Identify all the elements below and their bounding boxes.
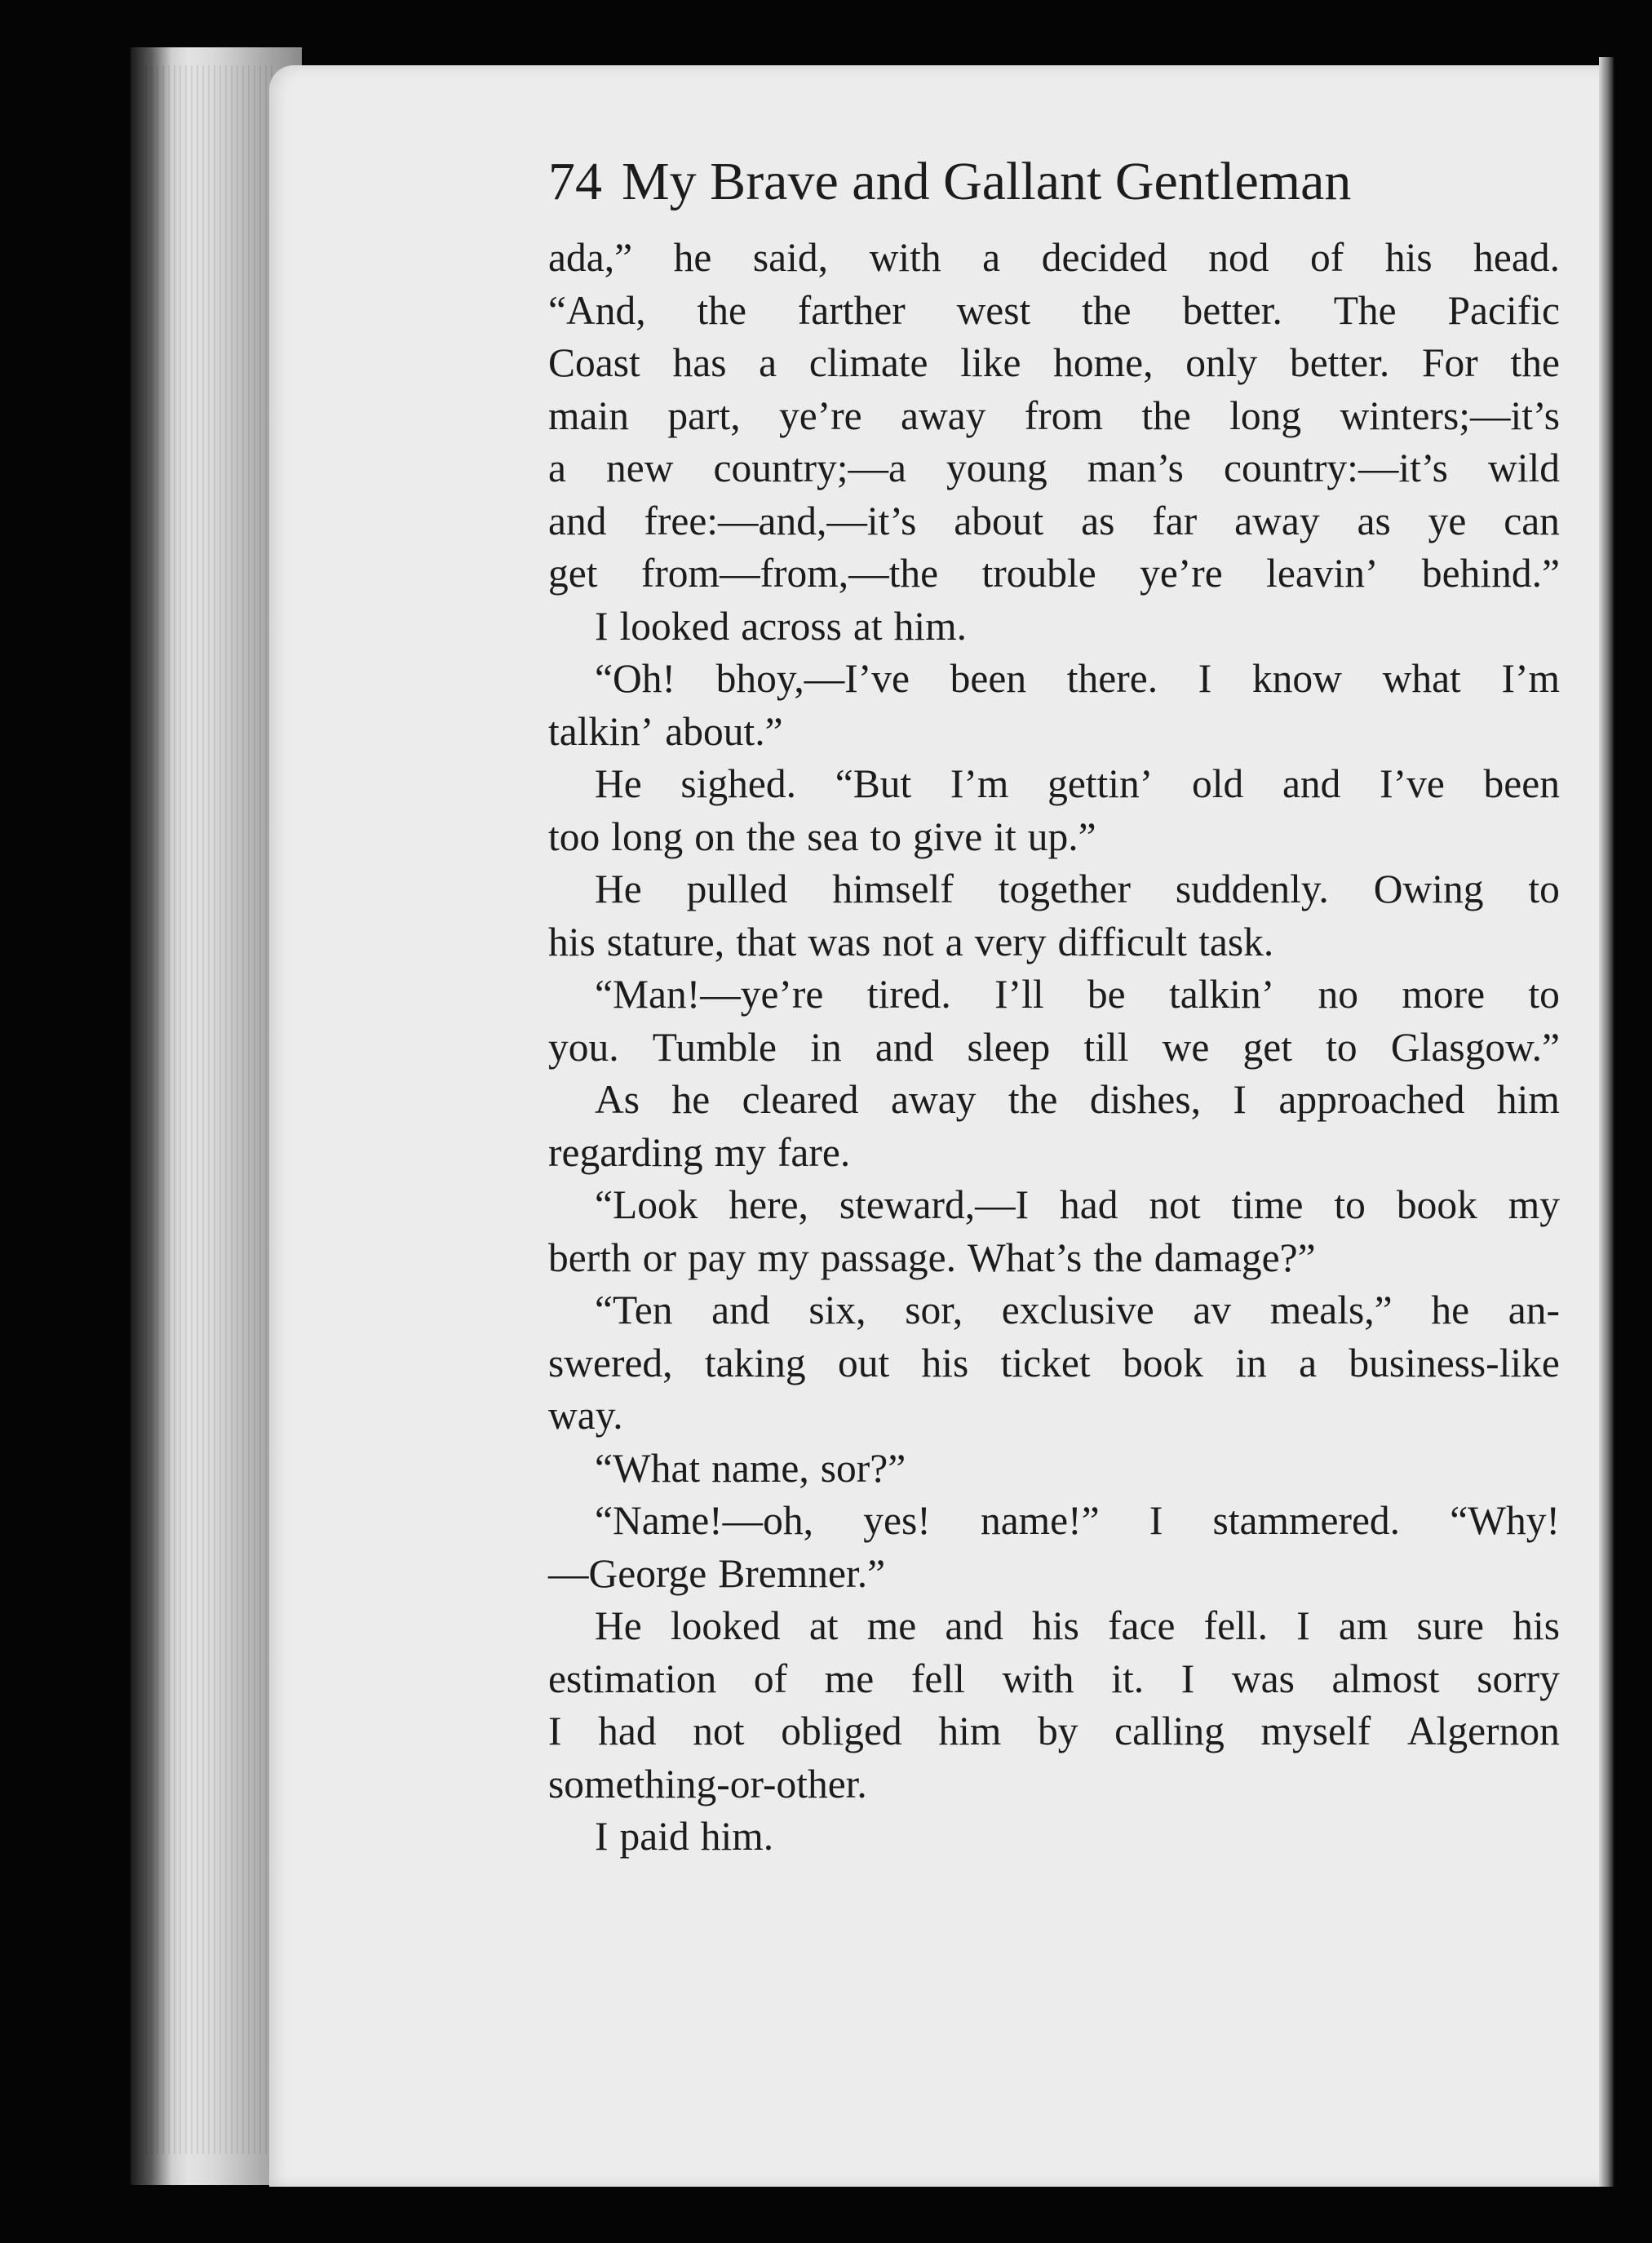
word: up.” xyxy=(1027,813,1096,859)
word: He xyxy=(595,867,642,911)
word: Algernon xyxy=(1406,1709,1560,1753)
text-line xyxy=(548,1074,1560,1127)
word: my xyxy=(1508,1182,1560,1227)
word: leavin’ xyxy=(1266,551,1379,596)
word: been xyxy=(950,656,1027,701)
word: pulled xyxy=(686,867,788,911)
word: him xyxy=(938,1709,1002,1753)
text-line xyxy=(548,601,1560,654)
word: to xyxy=(1528,972,1560,1017)
running-head xyxy=(548,152,1560,215)
word: what xyxy=(1382,656,1461,701)
word: part, xyxy=(667,392,741,438)
word: far xyxy=(1152,498,1198,543)
word: “Man!—ye’re xyxy=(595,972,824,1017)
word: Coast xyxy=(548,340,640,385)
word: “What xyxy=(595,1445,701,1491)
word: his xyxy=(1512,1603,1560,1648)
word: suddenly. xyxy=(1175,867,1329,911)
word: estimation xyxy=(548,1656,717,1701)
word: we xyxy=(1162,1024,1210,1070)
word: exclusive xyxy=(1001,1288,1154,1332)
text-line xyxy=(548,337,1560,390)
word: sor?” xyxy=(820,1445,906,1491)
word: pay xyxy=(687,1235,746,1280)
word: only xyxy=(1185,340,1258,385)
word: head. xyxy=(1473,235,1560,280)
word: better. xyxy=(1182,287,1282,333)
text-line xyxy=(548,547,1560,601)
word: of xyxy=(1310,235,1344,280)
word: I’m xyxy=(950,761,1009,806)
word: away xyxy=(1234,498,1320,543)
word: berth xyxy=(548,1235,631,1280)
word: winters;—it’s xyxy=(1340,392,1560,438)
word: a xyxy=(982,235,1001,280)
word: Tumble xyxy=(652,1024,777,1070)
word: ticket xyxy=(1000,1340,1091,1385)
word: fell xyxy=(910,1656,965,1701)
text-line xyxy=(548,1390,1560,1443)
word: wild xyxy=(1487,445,1560,490)
word: him. xyxy=(700,1814,774,1859)
word: The xyxy=(1333,287,1397,333)
word: young xyxy=(946,445,1047,490)
text-line xyxy=(548,1600,1560,1653)
word: with xyxy=(869,235,941,280)
word: sorry xyxy=(1477,1656,1560,1701)
text-line xyxy=(548,1758,1560,1811)
word: it xyxy=(994,813,1016,859)
word: “Name!—oh, xyxy=(595,1498,814,1543)
text-line xyxy=(548,1653,1560,1706)
text-line xyxy=(548,1811,1560,1864)
word: “Oh! xyxy=(595,656,675,701)
word: a xyxy=(548,445,566,490)
word: him. xyxy=(893,603,968,649)
text-line xyxy=(548,1022,1560,1075)
word: away xyxy=(890,1077,977,1122)
word: book xyxy=(1122,1340,1203,1385)
text-line xyxy=(548,811,1560,864)
word: me xyxy=(824,1656,875,1701)
word: of xyxy=(753,1656,788,1701)
running-title: My Brave and Gallant Gentleman xyxy=(622,152,1352,211)
word: and xyxy=(711,1288,770,1332)
word: on xyxy=(694,813,735,859)
word: not xyxy=(1149,1182,1201,1227)
word: as xyxy=(1357,498,1391,543)
word: trouble xyxy=(981,551,1096,596)
word: steward,—I xyxy=(839,1182,1030,1227)
word: time xyxy=(1231,1182,1304,1227)
word: damage?” xyxy=(1154,1235,1316,1280)
word: a xyxy=(1299,1340,1318,1385)
word: had xyxy=(598,1709,657,1753)
word: get xyxy=(548,551,598,596)
word: together xyxy=(998,867,1131,911)
text-line xyxy=(548,1232,1560,1285)
word: a xyxy=(945,919,963,964)
text-line xyxy=(548,1548,1560,1601)
word: talkin’ xyxy=(1168,972,1275,1017)
word: was xyxy=(808,919,871,964)
word: with xyxy=(1002,1656,1074,1701)
word: Owing xyxy=(1373,867,1484,911)
word: my xyxy=(757,1235,809,1280)
word: sighed. xyxy=(680,761,797,806)
word: “Why! xyxy=(1450,1498,1560,1543)
word: the xyxy=(1510,340,1560,385)
word: gettin’ xyxy=(1047,761,1154,806)
word: there. xyxy=(1066,656,1158,701)
word: cleared xyxy=(742,1077,859,1122)
word: a xyxy=(759,340,777,385)
word: looked xyxy=(670,1603,781,1648)
text-line xyxy=(548,1284,1560,1337)
word: the xyxy=(1093,1235,1143,1280)
word: an- xyxy=(1508,1288,1560,1332)
word: I xyxy=(1180,1656,1195,1701)
word: by xyxy=(1038,1709,1078,1753)
word: too xyxy=(548,813,600,859)
word: to xyxy=(1528,867,1560,911)
word: in xyxy=(810,1024,842,1070)
word: ye’re xyxy=(1140,551,1223,596)
body-text xyxy=(548,232,1560,1864)
word: passage. xyxy=(820,1235,957,1280)
word: at xyxy=(808,1603,839,1648)
word: till xyxy=(1083,1024,1129,1070)
text-line xyxy=(548,1337,1560,1390)
word: stammered. xyxy=(1212,1498,1401,1543)
word: give xyxy=(913,813,983,859)
word: in xyxy=(1235,1340,1267,1385)
word: about xyxy=(954,498,1044,543)
word: I’ve xyxy=(1380,761,1445,806)
word: the xyxy=(1082,287,1132,333)
page-gutter-shadow xyxy=(1599,57,1614,2187)
word: that xyxy=(736,919,797,964)
word: across xyxy=(741,603,842,649)
word: no xyxy=(1318,972,1359,1017)
word: his xyxy=(1032,1603,1079,1648)
word: behind.” xyxy=(1421,551,1560,596)
word: myself xyxy=(1260,1709,1371,1753)
word: “And, xyxy=(548,287,646,333)
word: been xyxy=(1483,761,1560,806)
word: “Look xyxy=(595,1182,698,1227)
word: sea xyxy=(807,813,859,859)
word: something-or-other. xyxy=(548,1761,867,1806)
word: taking xyxy=(704,1340,806,1385)
word: yes! xyxy=(863,1498,931,1543)
word: He xyxy=(595,761,642,806)
word: from xyxy=(1024,392,1103,438)
word: Pacific xyxy=(1447,287,1560,333)
word: not xyxy=(693,1709,745,1753)
word: fell. xyxy=(1203,1603,1268,1648)
word: I xyxy=(1233,1077,1247,1122)
word: be xyxy=(1087,972,1126,1017)
word: As xyxy=(595,1077,640,1122)
word: ada,” xyxy=(548,235,633,280)
word: I xyxy=(595,1814,609,1859)
word: sleep xyxy=(967,1024,1051,1070)
text-line xyxy=(548,232,1560,285)
word: am xyxy=(1338,1603,1388,1648)
word: my xyxy=(714,1129,766,1175)
word: man’s xyxy=(1087,445,1184,490)
word: his xyxy=(548,919,596,964)
page-number: 74 xyxy=(548,152,602,211)
word: and xyxy=(548,498,607,543)
word: to xyxy=(1334,1182,1366,1227)
word: I xyxy=(1198,656,1212,701)
word: as xyxy=(1081,498,1115,543)
word: said, xyxy=(752,235,829,280)
word: was xyxy=(1231,1656,1295,1701)
word: obliged xyxy=(781,1709,902,1753)
word: the xyxy=(1141,392,1191,438)
word: home, xyxy=(1053,340,1154,385)
text-line xyxy=(548,1179,1560,1232)
word: climate xyxy=(808,340,928,385)
word: farther xyxy=(797,287,906,333)
word: not xyxy=(882,919,934,964)
word: Glasgow.” xyxy=(1390,1024,1560,1070)
word: he xyxy=(671,1077,711,1122)
word: business-like xyxy=(1349,1340,1560,1385)
word: talkin’ xyxy=(548,708,654,754)
word: stature, xyxy=(606,919,725,964)
word: has xyxy=(672,340,727,385)
word: I xyxy=(1149,1498,1163,1543)
word: away xyxy=(900,392,986,438)
word: paid xyxy=(619,1814,689,1859)
word: and xyxy=(1282,761,1341,806)
word: av xyxy=(1193,1288,1232,1332)
word: He xyxy=(595,1603,642,1648)
word: “Ten xyxy=(595,1288,673,1332)
word: name, xyxy=(711,1445,809,1491)
word: the xyxy=(746,813,796,859)
word: himself xyxy=(832,867,954,911)
text-line xyxy=(548,390,1560,443)
word: very xyxy=(974,919,1047,964)
word: ye xyxy=(1428,498,1467,543)
word: long xyxy=(611,813,684,859)
word: bhoy,—I’ve xyxy=(715,656,910,701)
word: sure xyxy=(1416,1603,1484,1648)
word: nod xyxy=(1208,235,1269,280)
word: his xyxy=(921,1340,969,1385)
word: difficult xyxy=(1057,919,1188,964)
word: or xyxy=(642,1235,676,1280)
word: to xyxy=(870,813,901,859)
word: looked xyxy=(619,603,730,649)
word: book xyxy=(1396,1182,1477,1227)
word: know xyxy=(1251,656,1342,701)
word: from—from,—the xyxy=(640,551,939,596)
word: country:—it’s xyxy=(1223,445,1448,490)
word: regarding xyxy=(548,1129,703,1175)
word: way. xyxy=(548,1393,623,1438)
text-line xyxy=(548,495,1560,548)
word: me xyxy=(866,1603,917,1648)
word: can xyxy=(1504,498,1560,543)
word: old xyxy=(1191,761,1244,806)
word: meals,” xyxy=(1269,1288,1393,1332)
word: I xyxy=(595,603,609,649)
word: Bremner.” xyxy=(718,1550,886,1596)
word: his xyxy=(1384,235,1433,280)
word: and xyxy=(875,1024,934,1070)
word: get xyxy=(1242,1024,1292,1070)
word: more xyxy=(1402,972,1486,1017)
word: I xyxy=(1296,1603,1310,1648)
word: country;—a xyxy=(713,445,906,490)
text-line xyxy=(548,863,1560,916)
word: six, xyxy=(808,1288,866,1332)
word: free:—and,—it’s xyxy=(644,498,917,543)
word: tired. xyxy=(866,972,951,1017)
word: here, xyxy=(729,1182,808,1227)
word: sor, xyxy=(905,1288,963,1332)
word: name!” xyxy=(980,1498,1100,1543)
word: at xyxy=(853,603,883,649)
word: you. xyxy=(548,1024,619,1070)
text-line xyxy=(548,969,1560,1022)
word: dishes, xyxy=(1089,1077,1201,1122)
word: “But xyxy=(835,761,912,806)
word: he xyxy=(1431,1288,1470,1332)
word: the xyxy=(697,287,746,333)
word: —George xyxy=(548,1550,707,1596)
text-line xyxy=(548,1705,1560,1758)
word: out xyxy=(837,1340,890,1385)
word: like xyxy=(960,340,1021,385)
word: face xyxy=(1108,1603,1176,1648)
word: he xyxy=(673,235,712,280)
text-line xyxy=(548,916,1560,969)
word: west xyxy=(956,287,1031,333)
text-line xyxy=(548,1443,1560,1496)
text-line xyxy=(548,653,1560,706)
word: decided xyxy=(1041,235,1167,280)
word: fare. xyxy=(777,1129,851,1175)
word: long xyxy=(1229,392,1302,438)
word: I xyxy=(548,1709,562,1753)
word: approached xyxy=(1278,1077,1465,1122)
word: it. xyxy=(1111,1656,1145,1701)
word: to xyxy=(1326,1024,1357,1070)
word: him xyxy=(1496,1077,1560,1122)
text-line xyxy=(548,1127,1560,1180)
word: For xyxy=(1421,340,1478,385)
word: main xyxy=(548,392,629,438)
text-line xyxy=(548,285,1560,338)
word: about.” xyxy=(665,708,783,754)
text-line xyxy=(548,758,1560,811)
word: new xyxy=(606,445,674,490)
word: better. xyxy=(1289,340,1390,385)
word: and xyxy=(945,1603,1003,1648)
word: What’s xyxy=(968,1235,1083,1280)
text-line xyxy=(548,442,1560,495)
word: ye’re xyxy=(778,392,862,438)
word: swered, xyxy=(548,1340,673,1385)
page-leaves xyxy=(145,65,276,2154)
word: task. xyxy=(1198,919,1274,964)
text-block xyxy=(548,152,1560,1864)
word: the xyxy=(1008,1077,1058,1122)
word: had xyxy=(1060,1182,1118,1227)
word: almost xyxy=(1331,1656,1440,1701)
word: I’m xyxy=(1501,656,1560,701)
text-line xyxy=(548,1495,1560,1548)
text-line xyxy=(548,706,1560,759)
word: calling xyxy=(1114,1709,1225,1753)
word: I’ll xyxy=(994,972,1044,1017)
